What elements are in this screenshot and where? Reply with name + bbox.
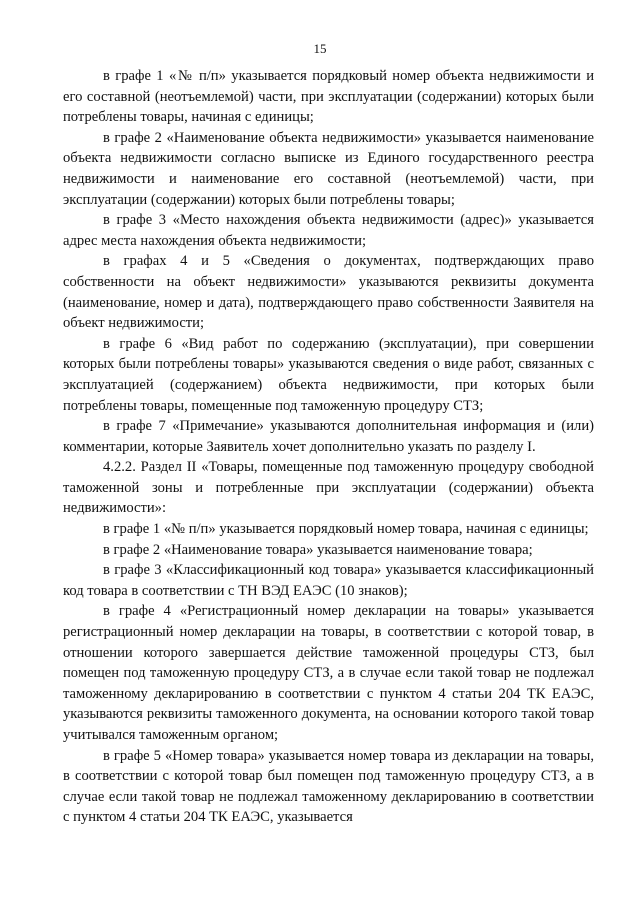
paragraph-graph-6-object: в графе 6 «Вид работ по содержанию (эксплуатации), при совершении которых были потреблены товары» указываются сведения о виде работ, связанных с эксплуатацией (содержанием) объекта недвижимости, при которых были потреблены товары, помещенные под таможенную процедуру СТЗ; <box>63 335 594 414</box>
paragraph-graph-2-goods: в графе 2 «Наименование товара» указывается наименование товара; <box>103 541 533 558</box>
paragraph-graph-7-object: в графе 7 «Примечание» указываются дополнительная информация и (или) комментарии, которые Заявитель хочет дополнительно указать по разделу I. <box>63 418 594 455</box>
paragraph-graph-2-object: в графе 2 «Наименование объекта недвижимости» указывается наименование объекта недвижимости согласно выписке из Единого государственного реестра недвижимости и наименование его составной (неотъемлемой) части, при эксплуатации (содержании) которых были потреблены товары; <box>63 129 594 208</box>
paragraph-graph-1-goods: в графе 1 «№ п/п» указывается порядковый номер товара, начиная с единицы; <box>103 521 589 538</box>
body-text <box>63 66 594 828</box>
paragraph-graph-4-5-object: в графах 4 и 5 «Сведения о документах, подтверждающих право собственности на объект недвижимости» указываются реквизиты документа (наименование, номер и дата), подтверждающего право собственности Заявителя на объект недвижимости; <box>63 253 594 332</box>
paragraph-section-4-2-2: 4.2.2. Раздел II «Товары, помещенные под таможенную процедуру свободной таможенной зоны и потребленные при эксплуатации (содержании) объекта недвижимости»: <box>63 459 594 517</box>
paragraph-graph-5-goods: в графе 5 «Номер товара» указывается номер товара из декларации на товары, в соответствии с которой товар был помещен под таможенную процедуру СТЗ, а в случае если такой товар не подлежал таможенному декларированию в соответствии с пунктом 4 статьи 204 ТК ЕАЭС, указывается <box>63 747 594 826</box>
paragraph-graph-3-goods: в графе 3 «Классификационный код товара» указывается классификационный код товара в соответствии с ТН ВЭД ЕАЭС (10 знаков); <box>63 562 594 599</box>
paragraph-graph-1-object: в графе 1 «№ п/п» указывается порядковый номер объекта недвижимости и его составной (неотъемлемой) части, при эксплуатации (содержании) которых были потреблены товары, начиная с единицы; <box>63 68 594 126</box>
paragraph-graph-4-goods: в графе 4 «Регистрационный номер декларации на товары» указывается регистрационный номер декларации на товары, в соответствии с которой товар, в отношении которого завершается действие таможенной процедуры СТЗ, был помещен под таможенную процедуру СТЗ, а в случае если такой товар не подлежал таможенному декларированию в соответствии с пунктом 4 статьи 204 ТК ЕАЭС, указываются реквизиты таможенного документа, на основании которого такой товар учитывался таможенным органом; <box>63 603 594 743</box>
paragraph-graph-3-object: в графе 3 «Место нахождения объекта недвижимости (адрес)» указывается адрес места нахождения объекта недвижимости; <box>63 212 594 249</box>
page-number: 15 <box>313 41 327 56</box>
